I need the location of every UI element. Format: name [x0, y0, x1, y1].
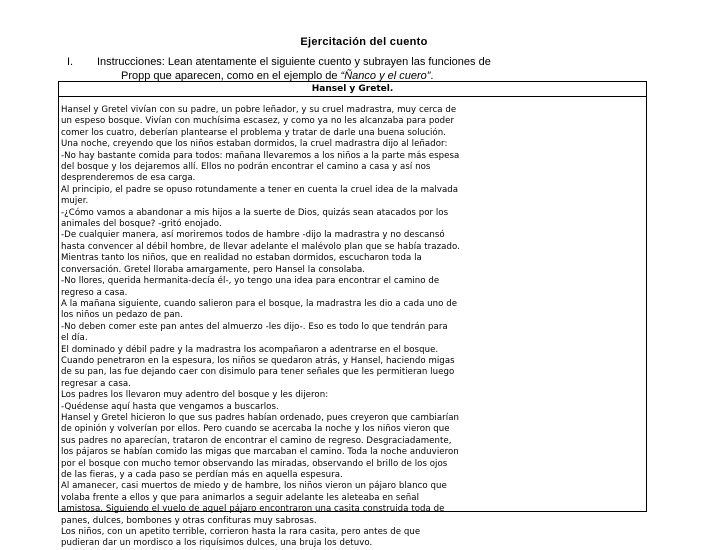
- story-line: A la mañana siguiente, cuando salieron para el bosque, la madrastra les dio a cada uno de: [61, 298, 458, 309]
- story-line: animales del bosque? -gritó enojado.: [61, 219, 222, 230]
- story-text: [61, 105, 646, 550]
- story-line: mujer.: [61, 196, 89, 207]
- story-line: regreso a casa.: [61, 287, 128, 298]
- story-line: desprenderemos de esa carga.: [61, 173, 196, 184]
- story-line: de su pan, las fue dejando caer con disimulo para tener señales que les permitieran luego: [61, 367, 455, 378]
- story-line: los pájaros se habían comido las migas que marcaban el camino. Toda la noche anduvieron: [61, 447, 459, 458]
- story-title-divider: [59, 96, 646, 97]
- story-line: Los niños, con un apetito terrible, corrieron hasta la rara casita, pero antes de que: [61, 527, 421, 538]
- story-line: Cuando penetraron en la espesura, los niños se quedaron atrás, y Hansel, haciendo migas: [61, 355, 455, 366]
- story-box: [58, 81, 647, 549]
- story-line: Una noche, creyendo que los niños estaban dormidos, la cruel madrastra dijo al leñador:: [61, 139, 448, 150]
- story-line: un espeso bosque. Vivían con muchísima escasez, y como ya no les alcanzaba para poder: [61, 116, 455, 127]
- story-line: conversación. Gretel lloraba amargamente, pero Hansel la consolaba.: [61, 264, 366, 275]
- story-line: -De cualquier manera, así moriremos todos de hambre -dijo la madrastra y no descansó: [61, 230, 445, 241]
- instruction-line-2-suffix: .: [430, 70, 434, 82]
- story-title: Hansel y Gretel.: [311, 84, 394, 94]
- story-line: -No deben comer este pan antes del almuerzo -les dijo-. Eso es todo lo que tendrán para: [61, 321, 448, 332]
- story-line: de opinión y volverían por ellos. Pero cuando se acercaba la noche y los niños vieron que: [61, 424, 450, 435]
- story-line: los niños un pedazo de pan.: [61, 310, 183, 321]
- instruction-number: I.: [67, 56, 74, 68]
- story-line: Al amanecer, casi muertos de miedo y de hambre, los niños vieron un pájaro blanco que: [61, 481, 447, 492]
- story-line: del bosque y los dejaremos allí. Ellos no podrán encontrar el camino a casa y así nos: [61, 162, 431, 173]
- story-line: panes, dulces, bombones y otras confituras muy sabrosas.: [61, 515, 317, 526]
- story-line: por el bosque con mucho temor observando las miradas, observando el brillo de los ojos: [61, 458, 448, 469]
- story-line: hasta convencer al débil hombre, de llevar adelante el malévolo plan que se había trazado.: [61, 241, 460, 252]
- story-line: -Quédense aquí hasta que vengamos a buscarlos.: [61, 401, 279, 412]
- instruction-line-2-prefix: Propp que aparecen, como en el ejemplo de: [121, 70, 341, 82]
- example-story-title: “Ñanco y el cuero”: [340, 70, 431, 82]
- story-line: El dominado y débil padre y la madrastra los acompañaron a adentrarse en el bosque.: [61, 344, 439, 355]
- story-line: comer los cuatro, deberían plantearse el problema y tratar de darle una buena solución.: [61, 127, 446, 138]
- story-line: el día.: [61, 333, 88, 344]
- story-line: regresar a casa.: [61, 378, 131, 389]
- story-line: Mientras tanto los niños, que en realidad no estaban dormidos, escucharon toda la: [61, 253, 422, 264]
- story-line: -No llores, querida hermanita-decía él-, yo tengo una idea para encontrar el camino de: [61, 276, 440, 287]
- story-line: -No hay bastante comida para todos: mañana llevaremos a los niños a la parte más espesa: [61, 150, 460, 161]
- story-line: Al principio, el padre se opuso rotundamente a tener en cuenta la cruel idea de la malvada: [61, 184, 459, 195]
- page-title: Ejercitación del cuento: [300, 36, 428, 48]
- story-line: amistosa. Siguiendo el vuelo de aquel pájaro encontraron una casita construida toda de: [61, 504, 445, 515]
- story-line: pudieran dar un mordisco a los riquísimos dulces, una bruja los detuvo.: [61, 538, 373, 549]
- story-line: Los padres los llevaron muy adentro del bosque y les dijeron:: [61, 390, 329, 401]
- story-line: Hansel y Gretel hicieron lo que sus padres habían ordenado, pues creyeron que cambiarían: [61, 412, 460, 423]
- story-line: Hansel y Gretel vivían con su padre, un pobre leñador, y su cruel madrastra, muy cerca de: [61, 105, 457, 115]
- story-line: sus padres no aparecían, trataron de encontrar el camino de regreso. Desgraciadamente,: [61, 435, 452, 446]
- story-line: volaba frente a ellos y que para animarlos a seguir adelante les aleteaba en señal: [61, 492, 420, 503]
- instruction-text-line-1: Instrucciones: Lean atentamente el siguiente cuento y subrayen las funciones de: [97, 56, 491, 68]
- story-line: -¿Cómo vamos a abandonar a mis hijos a la suerte de Dios, quizás sean atacados por los: [61, 207, 449, 218]
- story-line: de las fieras, y a cada paso se perdían más en aquella espesura.: [61, 470, 343, 480]
